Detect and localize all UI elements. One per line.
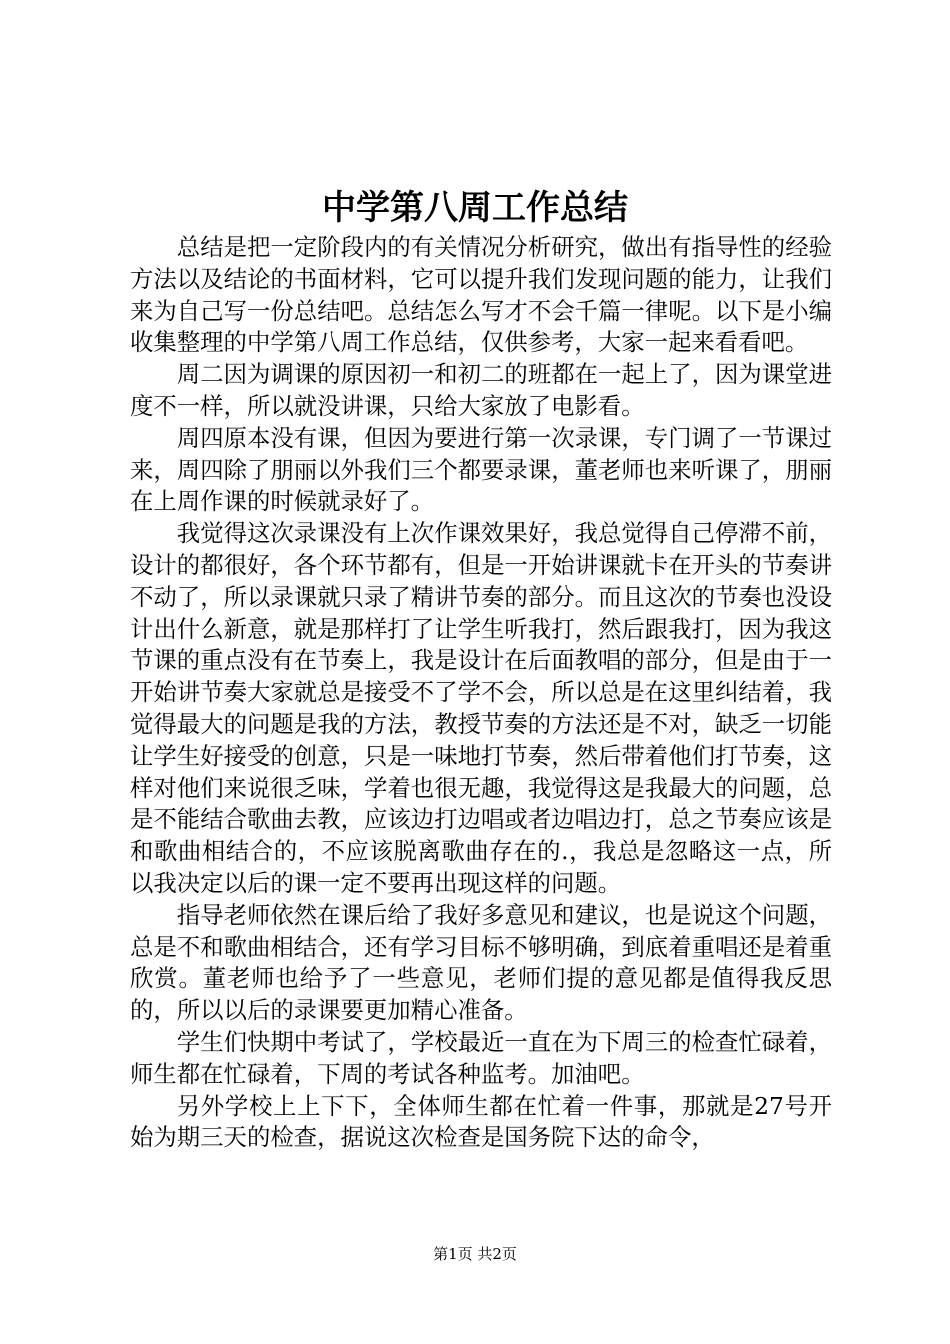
paragraph: 指导老师依然在课后给了我好多意见和建议，也是说这个问题，总是不和歌曲相结合，还有学习目标不够明确，到底着重唱还是着重欣赏。董老师也给予了一些意见，老师们提的意见都是值得我反思的，所以以后的录课要更加精心准备。	[130, 900, 832, 1025]
paragraph: 总结是把一定阶段内的有关情况分析研究，做出有指导性的经验方法以及结论的书面材料，它可以提升我们发现问题的能力，让我们来为自己写一份总结吧。总结怎么写才不会千篇一律呢。以下是小编收集整理的中学第八周工作总结，仅供参考，大家一起来看看吧。	[130, 233, 832, 357]
document-title: 中学第八周工作总结	[322, 188, 628, 228]
paragraph: 我觉得这次录课没有上次作课效果好，我总觉得自己停滞不前，设计的都很好，各个环节都有，但是一开始讲课就卡在开头的节奏讲不动了，所以录课就只录了精讲节奏的部分。而且这次的节奏也没设计出什么新意，就是那样打了让学生听我打，然后跟我打，因为我这节课的重点没有在节奏上，我是设计在后面教唱的部分，但是由于一开始讲节奏大家就总是接受不了学不会，所以总是在这里纠结着，我觉得最大的问题是我的方法，教授节奏的方法还是不对，缺乏一切能让学生好接受的创意，只是一味地打节奏，然后带着他们打节奏，这样对他们来说很乏味，学着也很无趣，我觉得这是我最大的问题，总是不能结合歌曲去教，应该边打边唱或者边唱边打，总之节奏应该是和歌曲相结合的，不应该脱离歌曲存在的.，我总是忽略这一点，所以我决定以后的课一定不要再出现这样的问题。	[130, 519, 832, 897]
document-body	[130, 232, 832, 1154]
paragraph: 学生们快期中考试了，学校最近一直在为下周三的检查忙碌着，师生都在忙碌着，下周的考试各种监考。加油吧。	[130, 1027, 832, 1088]
paragraph: 另外学校上上下下，全体师生都在忙着一件事，那就是27号开始为期三天的检查，据说这次检查是国务院下达的命令，	[130, 1091, 832, 1152]
page-footer: 第1页 共2页	[433, 1245, 517, 1263]
paragraph: 周二因为调课的原因初一和初二的班都在一起上了，因为课堂进度不一样，所以就没讲课，只给大家放了电影看。	[130, 360, 832, 420]
paragraph: 周四原本没有课，但因为要进行第一次录课，专门调了一节课过来，周四除了朋丽以外我们三个都要录课，董老师也来听课了，朋丽在上周作课的时候就录好了。	[130, 423, 832, 516]
